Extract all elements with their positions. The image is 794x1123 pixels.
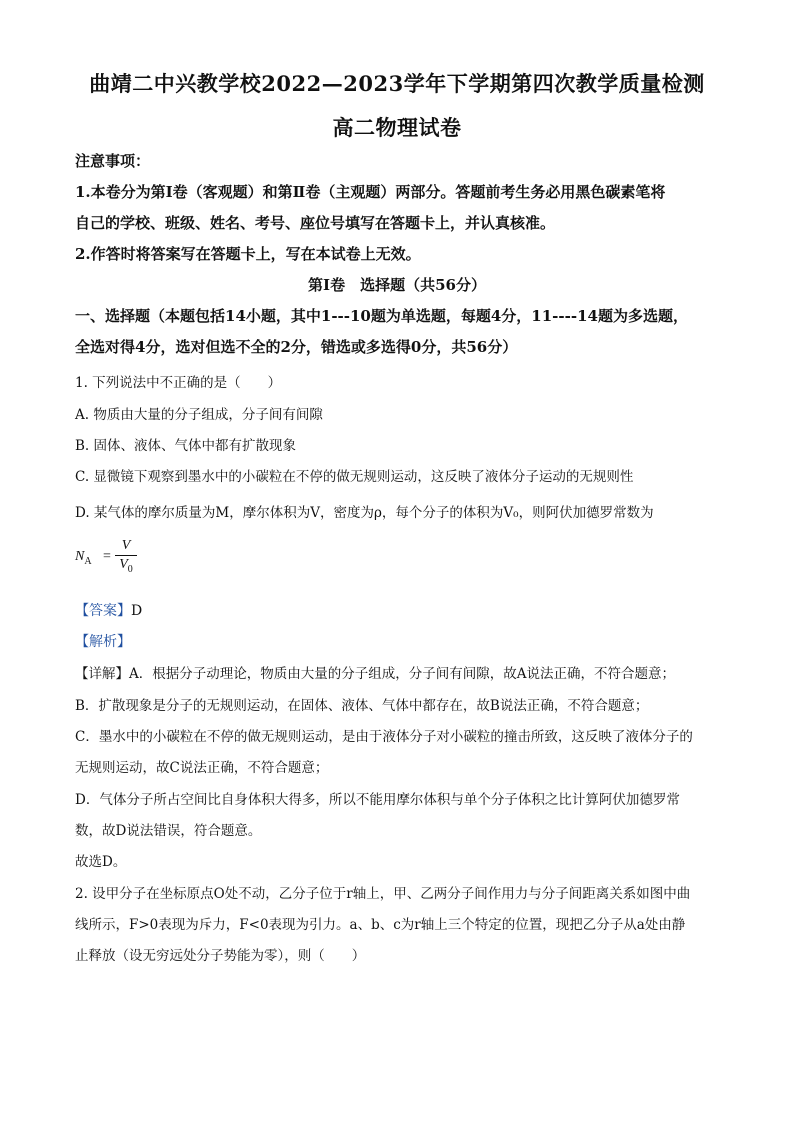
question-2-stem-line-1: 2. 设甲分子在坐标原点O处不动，乙分子位于r轴上，甲、乙两分子间作用力与分子间距离关系如图中曲 [75,886,691,902]
answer-label: 【答案】 [75,603,131,619]
detail-d-line-2: 数，故D说法错误，符合题意。 [75,823,262,839]
question-1-option-b: B. 固体、液体、气体中都有扩散现象 [75,438,297,454]
notice-heading: 注意事项： [75,152,151,170]
exam-subtitle: 高二物理试卷 [332,115,462,140]
notice-item-1-line-2: 自己的学校、班级、姓名、考号、座位号填写在答题卡上，并认真核准。 [75,214,556,232]
detail-c-line-1: C．墨水中的小碳粒在不停的做无规则运动，是由于液体分子对小碳粒的撞击所致，这反映了液体分子的 [75,729,693,745]
section-intro-line-2: 全选对得4分，选对但选不全的2分，错选或多选得0分，共56分） [75,338,518,356]
question-1-option-d: D. 某气体的摩尔质量为M，摩尔体积为V，密度为ρ，每个分子的体积为V₀，则阿伏加德罗常数为 [75,505,654,521]
detail-b: B．扩散现象是分子的无规则运动，在固体、液体、气体中都存在，故B说法正确，不符合题意； [75,698,649,714]
formula-denominator: $V_0$ [119,557,133,575]
section-heading: 第Ⅰ卷 选择题（共56分） [308,276,486,294]
question-2-stem-line-2: 线所示，F>0表现为斥力，F<0表现为引力。a、b、c为r轴上三个特定的位置，现把乙分子从a处由静 [75,917,686,933]
question-1-option-c: C. 显微镜下观察到墨水中的小碳粒在不停的做无规则运动，这反映了液体分子运动的无规则性 [75,469,634,485]
formula-numerator: V [121,538,131,553]
detail-d-line-1: D．气体分子所占空间比自身体积大得多，所以不能用摩尔体积与单个分子体积之比计算阿伏加德罗常 [75,792,680,808]
question-1-option-a: A. 物质由大量的分子组成，分子间有间隙 [75,407,323,423]
section-intro-line-1: 一、选择题（本题包括14小题，其中1---10题为单选题，每题4分，11----14题为多选题， [75,307,688,325]
notice-item-2: 2.作答时将答案写在答题卡上，写在本试卷上无效。 [75,245,421,263]
formula-lhs: $N_A$ [75,549,92,567]
fraction-bar [115,555,137,556]
question-1-stem: 1. 下列说法中不正确的是（ ） [75,375,282,391]
question-2-stem-line-3: 止释放（设无穷远处分子势能为零），则（ ） [75,948,366,964]
formula-equals: = [103,549,111,564]
conclusion: 故选D。 [75,854,127,870]
analysis-label: 【解析】 [75,634,131,650]
answer-value: D [131,603,143,619]
exam-title: 曲靖二中兴教学校2022—2023学年下学期第四次教学质量检测 [89,71,705,96]
notice-item-1-line-1: 1.本卷分为第Ⅰ卷（客观题）和第Ⅱ卷（主观题）两部分。答题前考生务必用黑色碳素笔将 [75,183,666,201]
detail-c-line-2: 无规则运动，故C说法正确，不符合题意； [75,760,329,776]
detail-a: 【详解】A．根据分子动理论，物质由大量的分子组成，分子间有间隙，故A说法正确，不符合题意； [75,666,675,682]
answer-line [75,600,725,620]
formula-fraction [115,538,137,575]
